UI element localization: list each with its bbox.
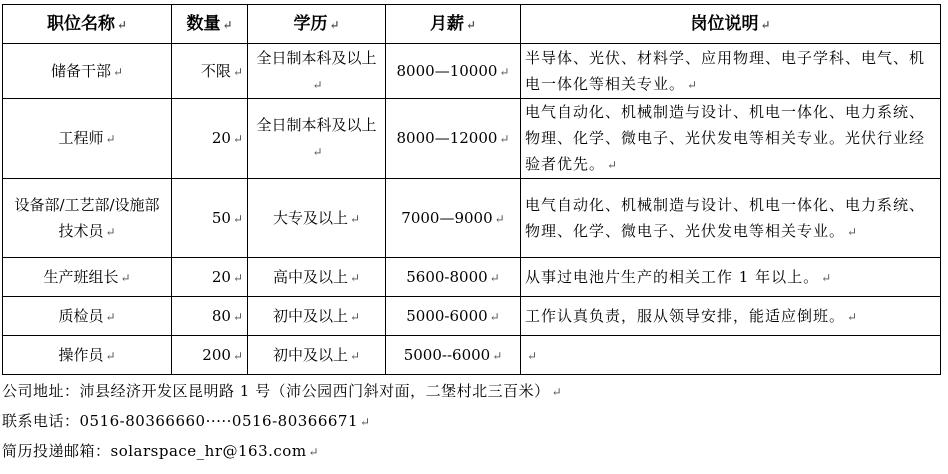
table-row	[3, 297, 941, 336]
cell-salary: 8000—12000 ↵	[386, 99, 521, 179]
cell-title: 工程师 ↵	[3, 99, 172, 179]
table-row	[3, 179, 941, 258]
cell-description: 电气自动化、机械制造与设计、机电一体化、电力系统、物理、化学、微电子、光伏发电等相关专业。 ↵	[521, 179, 941, 258]
cell-description: ↵	[521, 336, 941, 375]
table-row	[3, 336, 941, 375]
cell-education: 初中及以上 ↵	[248, 297, 386, 336]
cell-title: 储备干部 ↵	[3, 44, 172, 99]
cell-education: 大专及以上 ↵	[248, 179, 386, 258]
cell-count: 20 ↵	[172, 99, 248, 179]
resume-email: 简历投递邮箱：solarspace_hr@163.com ↵	[2, 442, 320, 460]
cell-education: 初中及以上 ↵	[248, 336, 386, 375]
job-table	[2, 4, 941, 375]
cell-title: 质检员 ↵	[3, 297, 172, 336]
table-row	[3, 44, 941, 99]
cell-title: 设备部/工艺部/设施部技术员 ↵	[3, 179, 172, 258]
table-row	[3, 99, 941, 179]
cell-education: 高中及以上 ↵	[248, 258, 386, 297]
table-header-row	[3, 5, 941, 44]
header-cell-title: 职位名称 ↵	[3, 5, 172, 44]
cell-count: 不限 ↵	[172, 44, 248, 99]
cell-description: 半导体、光伏、材料学、应用物理、电子学科、电气、机电一体化等相关专业。 ↵	[521, 44, 941, 99]
cell-count: 20 ↵	[172, 258, 248, 297]
cell-education: 全日制本科及以上↵	[248, 99, 386, 179]
cell-salary: 5000--6000 ↵	[386, 336, 521, 375]
cell-description: 电气自动化、机械制造与设计、机电一体化、电力系统、物理、化学、微电子、光伏发电等相关专业。光伏行业经验者优先。 ↵	[521, 99, 941, 179]
header-cell-salary: 月薪 ↵	[386, 5, 521, 44]
contact-info	[2, 377, 940, 467]
cell-count: 80 ↵	[172, 297, 248, 336]
table-row	[3, 258, 941, 297]
cell-title: 操作员 ↵	[3, 336, 172, 375]
cell-count: 200 ↵	[172, 336, 248, 375]
document-page	[2, 4, 940, 467]
cell-salary: 8000—10000 ↵	[386, 44, 521, 99]
company-address: 公司地址：沛县经济开发区昆明路 1 号（沛公园西门斜对面，二堡村北三百米） ↵	[2, 382, 563, 400]
contact-phone: 联系电话：0516-80366660·····0516-80366671 ↵	[2, 412, 371, 430]
cell-description: 工作认真负责，服从领导安排，能适应倒班。 ↵	[521, 297, 941, 336]
header-cell-count: 数量 ↵	[172, 5, 248, 44]
header-cell-description: 岗位说明 ↵	[521, 5, 941, 44]
cell-count: 50 ↵	[172, 179, 248, 258]
cell-description: 从事过电池片生产的相关工作 1 年以上。 ↵	[521, 258, 941, 297]
cell-title: 生产班组长 ↵	[3, 258, 172, 297]
cell-salary: 7000—9000 ↵	[386, 179, 521, 258]
header-cell-education: 学历 ↵	[248, 5, 386, 44]
cell-salary: 5000-6000 ↵	[386, 297, 521, 336]
cell-education: 全日制本科及以上↵	[248, 44, 386, 99]
cell-salary: 5600-8000 ↵	[386, 258, 521, 297]
